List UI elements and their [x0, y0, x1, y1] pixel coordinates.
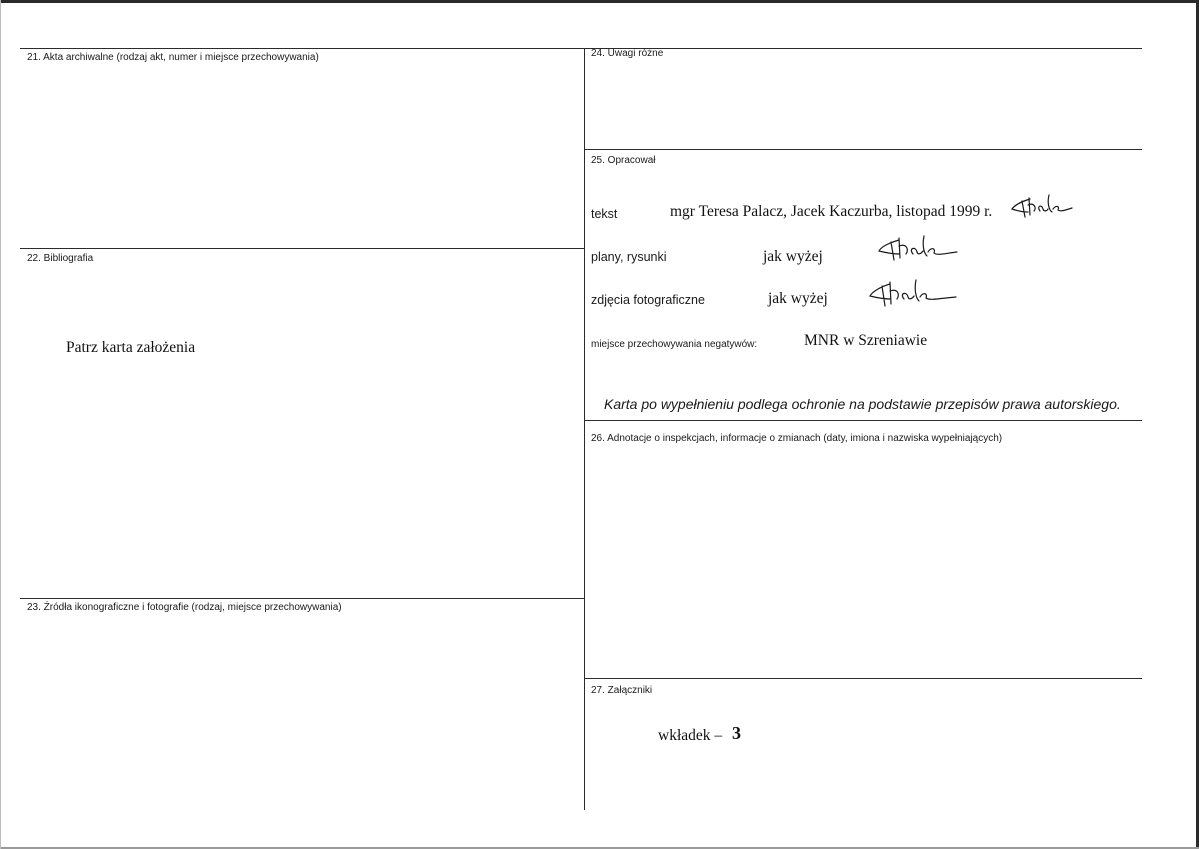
scan-edge-top: [0, 0, 1199, 3]
tekst-value: mgr Teresa Palacz, Jacek Kaczurba, listopad 1999 r.: [670, 203, 993, 220]
section-24-label: 24. Uwagi różne: [591, 48, 664, 59]
section-22-content: Patrz karta założenia: [66, 339, 196, 356]
section-22-label: 22. Bibliografia: [27, 253, 94, 264]
rule-25-26: [584, 420, 1142, 421]
rule-top: [20, 48, 1142, 49]
section-27-count: 3: [732, 723, 741, 743]
rule-21-22: [20, 248, 585, 249]
negatywy-value: MNR w Szreniawie: [804, 332, 928, 349]
zdjecia-value: jak wyżej: [768, 290, 828, 307]
signature-icon: [866, 278, 958, 310]
negatywy-label: miejsce przechowywania negatywów:: [591, 339, 758, 350]
section-23-label: 23. Źródła ikonograficzne i fotografie (rodzaj, miejsce przechowywania): [27, 602, 342, 613]
section-27-label: 27. Załączniki: [591, 685, 653, 696]
signature-icon: [1008, 193, 1074, 219]
signature-icon: [877, 234, 959, 264]
rule-24-25: [584, 149, 1142, 150]
section-25-label: 25. Opracował: [591, 155, 656, 166]
rule-22-23: [20, 598, 585, 599]
section-27-content: wkładek –: [658, 727, 723, 744]
copyright-notice: Karta po wypełnieniu podlega ochronie na podstawie przepisów prawa autorskiego.: [604, 396, 1121, 412]
plany-label: plany, rysunki: [591, 250, 667, 264]
zdjecia-label: zdjęcia fotograficzne: [591, 293, 705, 307]
rule-26-27: [584, 678, 1142, 679]
section-26-label: 26. Adnotacje o inspekcjach, informacje o zmianach (daty, imiona i nazwiska wypełniających): [591, 433, 1003, 444]
rule-center: [584, 48, 585, 810]
plany-value: jak wyżej: [763, 248, 823, 265]
section-21-label: 21. Akta archiwalne (rodzaj akt, numer i miejsce przechowywania): [27, 52, 319, 63]
tekst-label: tekst: [591, 207, 618, 221]
scan-edge-left: [0, 0, 1, 849]
